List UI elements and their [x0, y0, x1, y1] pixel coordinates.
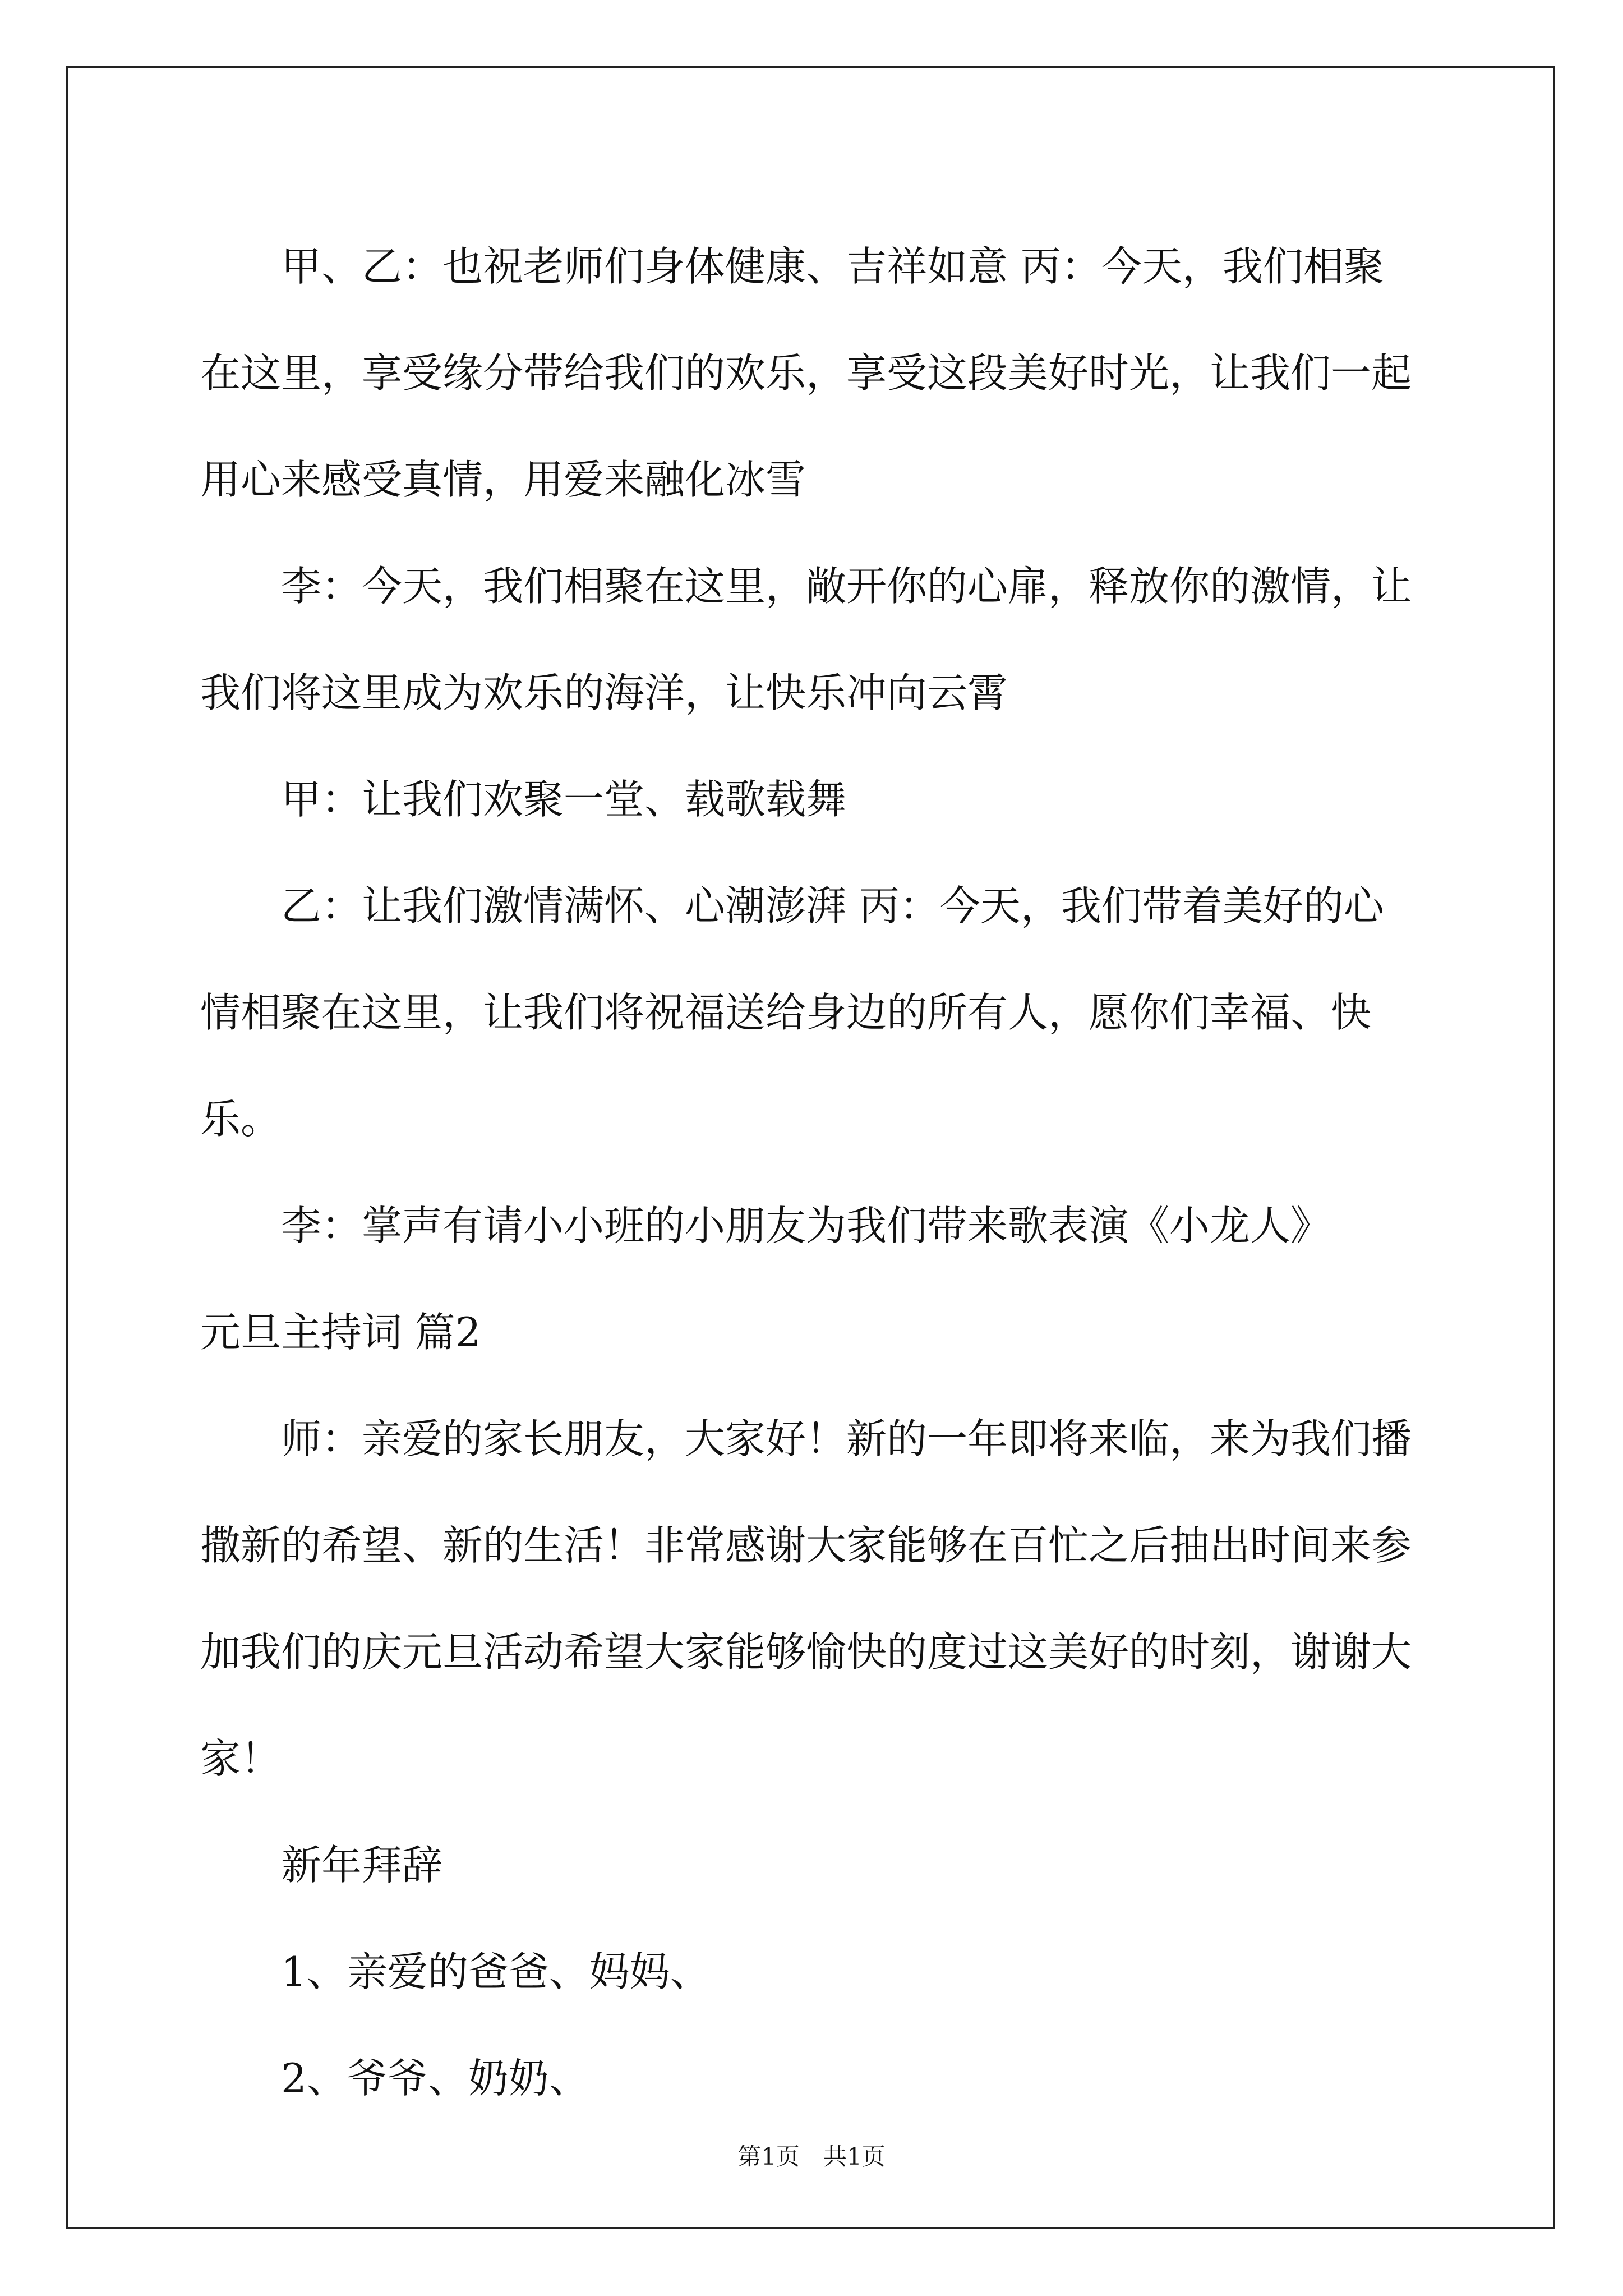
list-item: 1、亲爱的爸爸、妈妈、: [281, 1948, 711, 1995]
paragraph: 甲、乙：也祝老师们身体健康、吉祥如意 丙：今天，我们相聚在这里，享受缘分带给我们的欢乐，享受这段美好时光，让我们一起用心来感受真情，用爱来融化冰雪: [200, 243, 1412, 503]
paragraph: 李：今天，我们相聚在这里，敞开你的心扉，释放你的激情，让我们将这里成为欢乐的海洋，让快乐冲向云霄: [200, 563, 1412, 716]
paragraph: 师：亲爱的家长朋友，大家好！新的一年即将来临，来为我们播撒新的希望、新的生活！非常感谢大家能够在百忙之后抽出时间来参加我们的庆元旦活动希望大家能够愉快的度过这美好的时刻，谢谢大家！: [200, 1415, 1412, 1782]
section-heading: 元旦主持词 篇2: [200, 1309, 481, 1356]
paragraph: 新年拜辞: [281, 1842, 443, 1889]
paragraph: 甲：让我们欢聚一堂、载歌载舞: [281, 776, 847, 823]
paragraph: 乙：让我们激情满怀、心潮澎湃 丙：今天，我们带着美好的心情相聚在这里，让我们将祝福送给身边的所有人，愿你们幸福、快乐。: [200, 882, 1384, 1143]
paragraph: 李：掌声有请小小班的小朋友为我们带来歌表演《小龙人》: [281, 1202, 1331, 1249]
page-footer: [0, 2140, 1623, 2174]
page-number-label: 第1页 共1页: [737, 2143, 886, 2170]
document-body: [200, 213, 1423, 2132]
list-item: 2、爷爷、奶奶、: [281, 2055, 589, 2102]
